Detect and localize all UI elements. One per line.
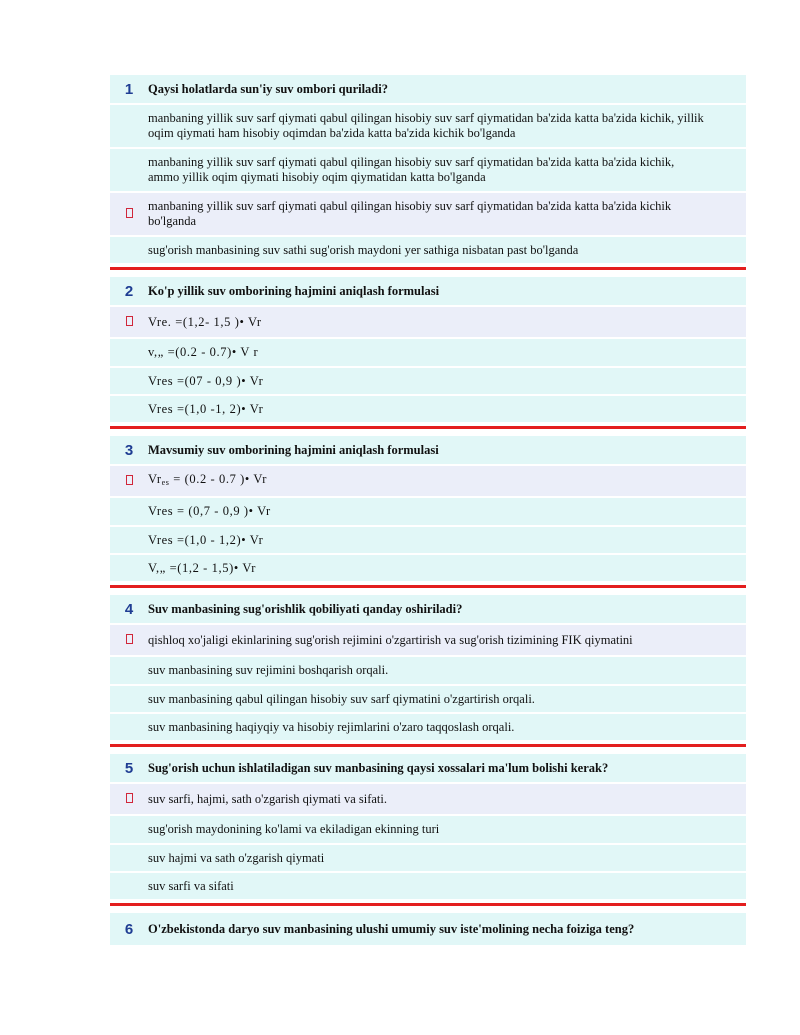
answer-text: Vres =(07 - 0,9 )• Vr [148, 373, 264, 388]
question-text: Ko'p yillik suv omborining hajmini aniqlash formulasi [148, 283, 440, 298]
answer-option[interactable] [110, 368, 746, 396]
marked-answer-box-icon [110, 207, 148, 221]
answer-option[interactable] [110, 714, 746, 742]
question-block-2 [110, 277, 746, 429]
answer-option[interactable] [110, 816, 746, 845]
answer-option-marked[interactable] [110, 193, 746, 237]
answer-text: suv manbasining haqiyqiy va hisobiy rejimlarini o'zaro taqqoslash orqali. [148, 719, 515, 734]
answer-text: V,„ =(1,2 - 1,5)• Vr [148, 560, 256, 575]
answer-text: suv sarfi va sifati [148, 878, 234, 893]
question-number: 3 [124, 441, 134, 459]
answer-option[interactable] [110, 105, 746, 149]
formula-symbol: Vr [148, 472, 162, 486]
answer-option[interactable] [110, 527, 746, 555]
answer-text: suv hajmi va sath o'zgarish qiymati [148, 850, 325, 865]
answer-option-marked[interactable] [110, 625, 746, 657]
answer-text: Vres =(1,0 - 1,2)• Vr [148, 532, 264, 547]
test-sheet [110, 75, 746, 947]
answer-text: sug'orish maydonining ko'lami va ekiladigan ekinning turi [148, 822, 440, 836]
answer-text: manbaning yillik suv sarf qiymati qabul qilingan hisobiy suv sarf qiymatidan ba'zida katta ba'zida kichik, yillik oqim qiymati ham hisobiy oqimdan ba'zida katta ba'zida kichik bo'lganda [148, 111, 704, 140]
marked-answer-box-icon [110, 792, 148, 806]
answer-option[interactable] [110, 657, 746, 686]
answer-text: v,„ =(0.2 - 0.7)• V r [148, 345, 259, 359]
question-separator [110, 744, 746, 747]
answer-text: Vres =(1,0 -1, 2)• Vr [148, 401, 264, 416]
question-separator [110, 903, 746, 906]
question-row [110, 277, 746, 307]
answer-option[interactable] [110, 498, 746, 527]
answer-formula [148, 472, 307, 490]
question-block-3 [110, 436, 746, 588]
answer-option[interactable] [110, 555, 746, 583]
question-text: Qaysi holatlarda sun'iy suv ombori quriladi? [148, 81, 388, 96]
answer-text: suv sarfi, hajmi, sath o'zgarish qiymati va sifati. [148, 791, 388, 806]
answer-option-marked[interactable] [110, 307, 746, 339]
question-text: Suv manbasining sug'orishlik qobiliyati qanday oshiriladi? [148, 601, 463, 616]
answer-option-marked[interactable] [110, 784, 746, 816]
answer-text: sug'orish manbasining suv sathi sug'orish maydoni yer sathiga nisbatan past bo'lganda [148, 242, 579, 257]
answer-text: Vres = (0,7 - 0,9 )• Vr [148, 504, 271, 518]
answer-text: Vre. =(1,2- 1,5 )• Vr [148, 314, 262, 329]
question-separator [110, 585, 746, 588]
question-block-1 [110, 75, 746, 270]
question-block-6 [110, 913, 746, 947]
marked-answer-box-icon [110, 633, 148, 647]
answer-option[interactable] [110, 686, 746, 714]
answer-text: qishloq xo'jaligi ekinlarining sug'orish rejimini o'zgartirish va sug'orish tizimining FIK qiymatini [148, 632, 633, 647]
answer-option-marked[interactable] [110, 466, 746, 498]
question-row [110, 436, 746, 466]
question-number: 2 [124, 282, 134, 300]
formula-subscript: es [161, 478, 170, 487]
answer-option[interactable] [110, 149, 746, 193]
question-text: O'zbekistonda daryo suv manbasining ulushi umumiy suv iste'molining necha foiziga teng? [148, 921, 635, 936]
question-row [110, 595, 746, 625]
question-row [110, 754, 746, 784]
question-number: 4 [124, 600, 134, 618]
formula-rest: = (0.2 - 0.7 )• Vr [169, 472, 268, 486]
question-text: Mavsumiy suv omborining hajmini aniqlash formulasi [148, 442, 439, 457]
answer-text: manbaning yillik suv sarf qiymati qabul qilingan hisobiy suv sarf qiymatidan ba'zida katta ba'zida kichik, ammo yillik oqim qiymati hisobiy oqim qiymatidan katta bo'lganda [148, 155, 675, 184]
answer-option[interactable] [110, 873, 746, 901]
answer-option[interactable] [110, 237, 746, 265]
answer-text: manbaning yillik suv sarf qiymati qabul qilingan hisobiy suv sarf qiymatidan ba'zida katta ba'zida kichik bo'lganda [148, 199, 672, 228]
question-row [110, 913, 746, 947]
question-row [110, 75, 746, 105]
answer-text: suv manbasining suv rejimini boshqarish orqali. [148, 663, 389, 677]
marked-answer-box-icon [110, 315, 148, 329]
answer-text: suv manbasining qabul qilingan hisobiy suv sarf qiymatini o'zgartirish orqali. [148, 691, 535, 706]
question-number: 5 [124, 759, 134, 777]
question-separator [110, 267, 746, 270]
question-block-5 [110, 754, 746, 906]
question-block-4 [110, 595, 746, 747]
question-separator [110, 426, 746, 429]
answer-option[interactable] [110, 396, 746, 424]
answer-option[interactable] [110, 845, 746, 873]
question-number: 1 [124, 80, 134, 98]
question-text: Sug'orish uchun ishlatiladigan suv manbasining qaysi xossalari ma'lum bolishi kerak? [148, 760, 609, 775]
question-number: 6 [124, 920, 134, 938]
marked-answer-box-icon [110, 474, 148, 488]
answer-option[interactable] [110, 339, 746, 368]
